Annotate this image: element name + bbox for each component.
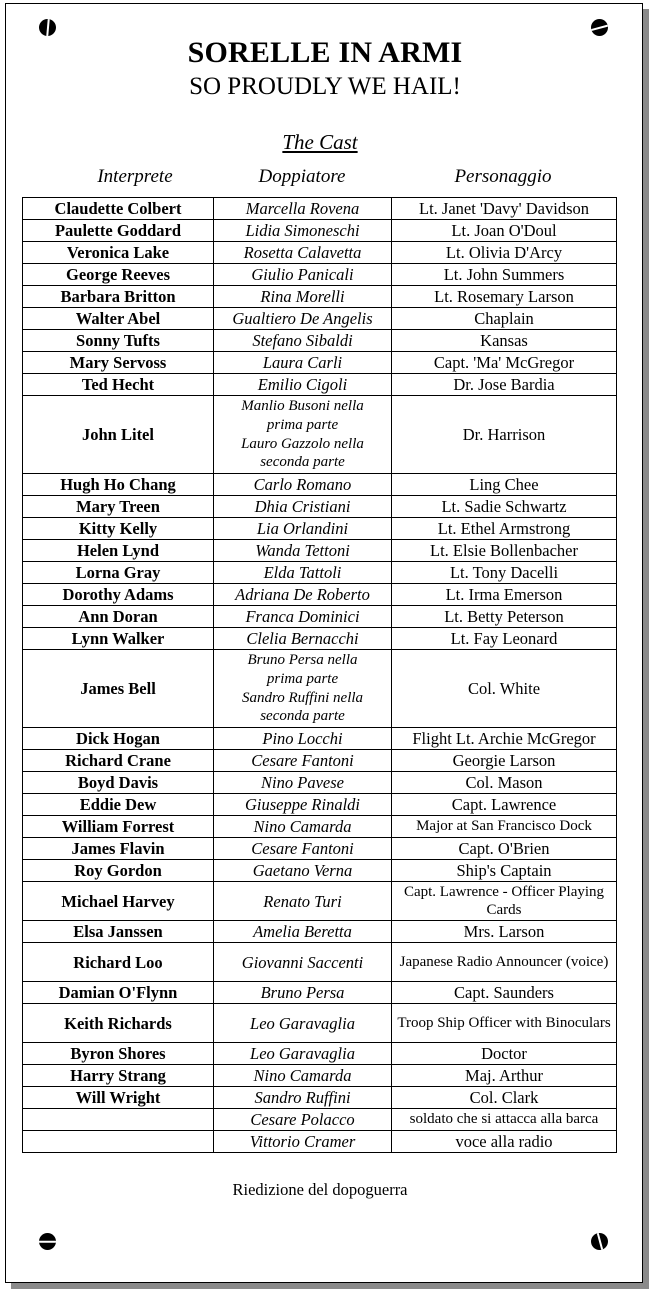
role-cell: Lt. Fay Leonard <box>392 628 617 650</box>
actor-cell: Lorna Gray <box>23 562 214 584</box>
actor-cell: Mary Servoss <box>23 352 214 374</box>
role-cell: Col. Clark <box>392 1087 617 1109</box>
table-row <box>23 1004 617 1043</box>
actor-cell <box>23 1109 214 1131</box>
dubber-line: prima parte <box>266 416 339 433</box>
dubber-cell: Gaetano Verna <box>214 860 392 882</box>
role-cell: Lt. Joan O'Doul <box>392 220 617 242</box>
table-row <box>23 198 617 220</box>
dubber-cell: Bruno Persa <box>214 982 392 1004</box>
table-row <box>23 982 617 1004</box>
dubber-cell: Rina Morelli <box>214 286 392 308</box>
dubber-cell: Leo Garavaglia <box>214 1043 392 1065</box>
dubber-cell <box>214 650 392 728</box>
dubber-cell: Marcella Rovena <box>214 198 392 220</box>
dubber-cell: Renato Turi <box>214 882 392 921</box>
screw-icon <box>591 19 608 36</box>
table-row <box>23 562 617 584</box>
role-cell: Troop Ship Officer with Binoculars <box>392 1004 617 1043</box>
dubber-cell: Giovanni Saccenti <box>214 943 392 982</box>
table-row <box>23 606 617 628</box>
dubber-cell: Laura Carli <box>214 352 392 374</box>
actor-cell: Boyd Davis <box>23 772 214 794</box>
table-row <box>23 474 617 496</box>
dubber-cell: Rosetta Calavetta <box>214 242 392 264</box>
dubber-cell: Vittorio Cramer <box>214 1131 392 1153</box>
actor-cell: Hugh Ho Chang <box>23 474 214 496</box>
role-cell: Lt. Irma Emerson <box>392 584 617 606</box>
dubber-cell: Nino Camarda <box>214 1065 392 1087</box>
actor-cell: Ted Hecht <box>23 374 214 396</box>
role-cell: Georgie Larson <box>392 750 617 772</box>
role-cell: Flight Lt. Archie McGregor <box>392 728 617 750</box>
actor-cell: James Bell <box>23 650 214 728</box>
role-cell: Capt. Lawrence <box>392 794 617 816</box>
role-cell: Chaplain <box>392 308 617 330</box>
role-cell: Ship's Captain <box>392 860 617 882</box>
table-row <box>23 496 617 518</box>
dubber-cell: Adriana De Roberto <box>214 584 392 606</box>
role-cell: Dr. Harrison <box>392 396 617 474</box>
role-cell: Capt. O'Brien <box>392 838 617 860</box>
dubber-cell: Gualtiero De Angelis <box>214 308 392 330</box>
actor-cell: Byron Shores <box>23 1043 214 1065</box>
table-row <box>23 816 617 838</box>
cast-heading <box>0 130 640 155</box>
dubber-cell: Nino Camarda <box>214 816 392 838</box>
role-cell: Col. Mason <box>392 772 617 794</box>
table-row <box>23 220 617 242</box>
role-cell: Doctor <box>392 1043 617 1065</box>
table-row <box>23 882 617 921</box>
cast-table <box>22 197 617 1153</box>
table-row <box>23 330 617 352</box>
actor-cell: Harry Strang <box>23 1065 214 1087</box>
dubber-cell: Dhia Cristiani <box>214 496 392 518</box>
actor-cell: Sonny Tufts <box>23 330 214 352</box>
table-row <box>23 286 617 308</box>
dubber-cell: Carlo Romano <box>214 474 392 496</box>
table-row <box>23 1043 617 1065</box>
actor-cell: Richard Crane <box>23 750 214 772</box>
dubber-cell: Pino Locchi <box>214 728 392 750</box>
dubber-cell: Wanda Tettoni <box>214 540 392 562</box>
table-row <box>23 921 617 943</box>
table-row <box>23 860 617 882</box>
actor-cell: Paulette Goddard <box>23 220 214 242</box>
dubber-cell: Giuseppe Rinaldi <box>214 794 392 816</box>
actor-cell: Walter Abel <box>23 308 214 330</box>
role-cell: Japanese Radio Announcer (voice) <box>392 943 617 982</box>
dubber-line: Manlio Busoni nella <box>241 397 364 414</box>
table-row <box>23 650 617 728</box>
table-row <box>23 308 617 330</box>
role-cell: Ling Chee <box>392 474 617 496</box>
role-cell: Lt. Olivia D'Arcy <box>392 242 617 264</box>
role-cell: Col. White <box>392 650 617 728</box>
role-cell: Lt. Tony Dacelli <box>392 562 617 584</box>
screw-icon <box>39 1233 56 1250</box>
page-subtitle: SO PROUDLY WE HAIL! <box>189 73 461 100</box>
dubber-line: seconda parte <box>260 708 345 725</box>
actor-cell: Roy Gordon <box>23 860 214 882</box>
column-header-interprete: Interprete <box>97 166 173 187</box>
dubber-line: seconda parte <box>260 454 345 471</box>
table-row <box>23 352 617 374</box>
dubber-cell: Giulio Panicali <box>214 264 392 286</box>
actor-cell: Kitty Kelly <box>23 518 214 540</box>
table-row <box>23 264 617 286</box>
table-row <box>23 518 617 540</box>
column-header-doppiatore: Doppiatore <box>258 166 346 187</box>
table-row <box>23 1065 617 1087</box>
actor-cell: James Flavin <box>23 838 214 860</box>
role-cell: Capt. Saunders <box>392 982 617 1004</box>
actor-cell: Elsa Janssen <box>23 921 214 943</box>
dubber-line: Bruno Persa nella <box>247 651 358 668</box>
actor-cell: Barbara Britton <box>23 286 214 308</box>
dubber-cell: Cesare Polacco <box>214 1109 392 1131</box>
dubber-line: prima parte <box>266 670 339 687</box>
actor-cell: Eddie Dew <box>23 794 214 816</box>
column-header-personaggio: Personaggio <box>454 166 552 187</box>
table-row <box>23 838 617 860</box>
actor-cell: Helen Lynd <box>23 540 214 562</box>
actor-cell: Ann Doran <box>23 606 214 628</box>
dubber-cell: Nino Pavese <box>214 772 392 794</box>
role-cell: Kansas <box>392 330 617 352</box>
actor-cell: Lynn Walker <box>23 628 214 650</box>
table-row <box>23 728 617 750</box>
actor-cell: Claudette Colbert <box>23 198 214 220</box>
screw-icon <box>591 1233 608 1250</box>
table-row <box>23 772 617 794</box>
actor-cell: George Reeves <box>23 264 214 286</box>
dubber-cell: Amelia Beretta <box>214 921 392 943</box>
role-cell: Maj. Arthur <box>392 1065 617 1087</box>
dubber-cell: Cesare Fantoni <box>214 750 392 772</box>
dubber-cell: Emilio Cigoli <box>214 374 392 396</box>
dubber-line: Sandro Ruffini nella <box>241 689 364 706</box>
dubber-cell: Clelia Bernacchi <box>214 628 392 650</box>
table-row <box>23 794 617 816</box>
role-cell: Capt. Lawrence - Officer Playing Cards <box>392 882 617 921</box>
role-cell: Capt. 'Ma' McGregor <box>392 352 617 374</box>
actor-cell: Damian O'Flynn <box>23 982 214 1004</box>
dubber-cell <box>214 396 392 474</box>
dubber-cell: Stefano Sibaldi <box>214 330 392 352</box>
table-row <box>23 374 617 396</box>
role-cell: Lt. Elsie Bollenbacher <box>392 540 617 562</box>
role-cell: Lt. Sadie Schwartz <box>392 496 617 518</box>
actor-cell: Michael Harvey <box>23 882 214 921</box>
role-cell: Lt. Janet 'Davy' Davidson <box>392 198 617 220</box>
dubber-cell: Cesare Fantoni <box>214 838 392 860</box>
page-title: SORELLE IN ARMI <box>187 36 463 69</box>
actor-cell: Will Wright <box>23 1087 214 1109</box>
dubber-cell: Sandro Ruffini <box>214 1087 392 1109</box>
actor-cell <box>23 1131 214 1153</box>
dubber-cell: Leo Garavaglia <box>214 1004 392 1043</box>
table-row <box>23 540 617 562</box>
dubber-line: Lauro Gazzolo nella <box>241 435 364 452</box>
role-cell: Major at San Francisco Dock <box>392 816 617 838</box>
actor-cell: Mary Treen <box>23 496 214 518</box>
actor-cell: Dorothy Adams <box>23 584 214 606</box>
actor-cell: Dick Hogan <box>23 728 214 750</box>
role-cell: Mrs. Larson <box>392 921 617 943</box>
role-cell: Lt. Ethel Armstrong <box>392 518 617 540</box>
role-cell: soldato che si attacca alla barca <box>392 1109 617 1131</box>
actor-cell: Keith Richards <box>23 1004 214 1043</box>
actor-cell: Richard Loo <box>23 943 214 982</box>
cast-table-body <box>23 198 617 1153</box>
role-cell: Lt. Betty Peterson <box>392 606 617 628</box>
table-row <box>23 242 617 264</box>
dubber-cell: Lidia Simoneschi <box>214 220 392 242</box>
dubber-cell: Elda Tattoli <box>214 562 392 584</box>
actor-cell: William Forrest <box>23 816 214 838</box>
screw-icon <box>39 19 56 36</box>
table-row <box>23 943 617 982</box>
role-cell: Lt. John Summers <box>392 264 617 286</box>
actor-cell: John Litel <box>23 396 214 474</box>
table-row <box>23 1109 617 1131</box>
footer-note: Riedizione del dopoguerra <box>232 1180 408 1199</box>
table-row <box>23 628 617 650</box>
cast-heading-text: The Cast <box>282 130 358 154</box>
dubber-cell: Lia Orlandini <box>214 518 392 540</box>
table-row <box>23 396 617 474</box>
table-row <box>23 584 617 606</box>
table-row <box>23 1131 617 1153</box>
role-cell: voce alla radio <box>392 1131 617 1153</box>
table-row <box>23 750 617 772</box>
table-row <box>23 1087 617 1109</box>
actor-cell: Veronica Lake <box>23 242 214 264</box>
role-cell: Lt. Rosemary Larson <box>392 286 617 308</box>
dubber-cell: Franca Dominici <box>214 606 392 628</box>
role-cell: Dr. Jose Bardia <box>392 374 617 396</box>
